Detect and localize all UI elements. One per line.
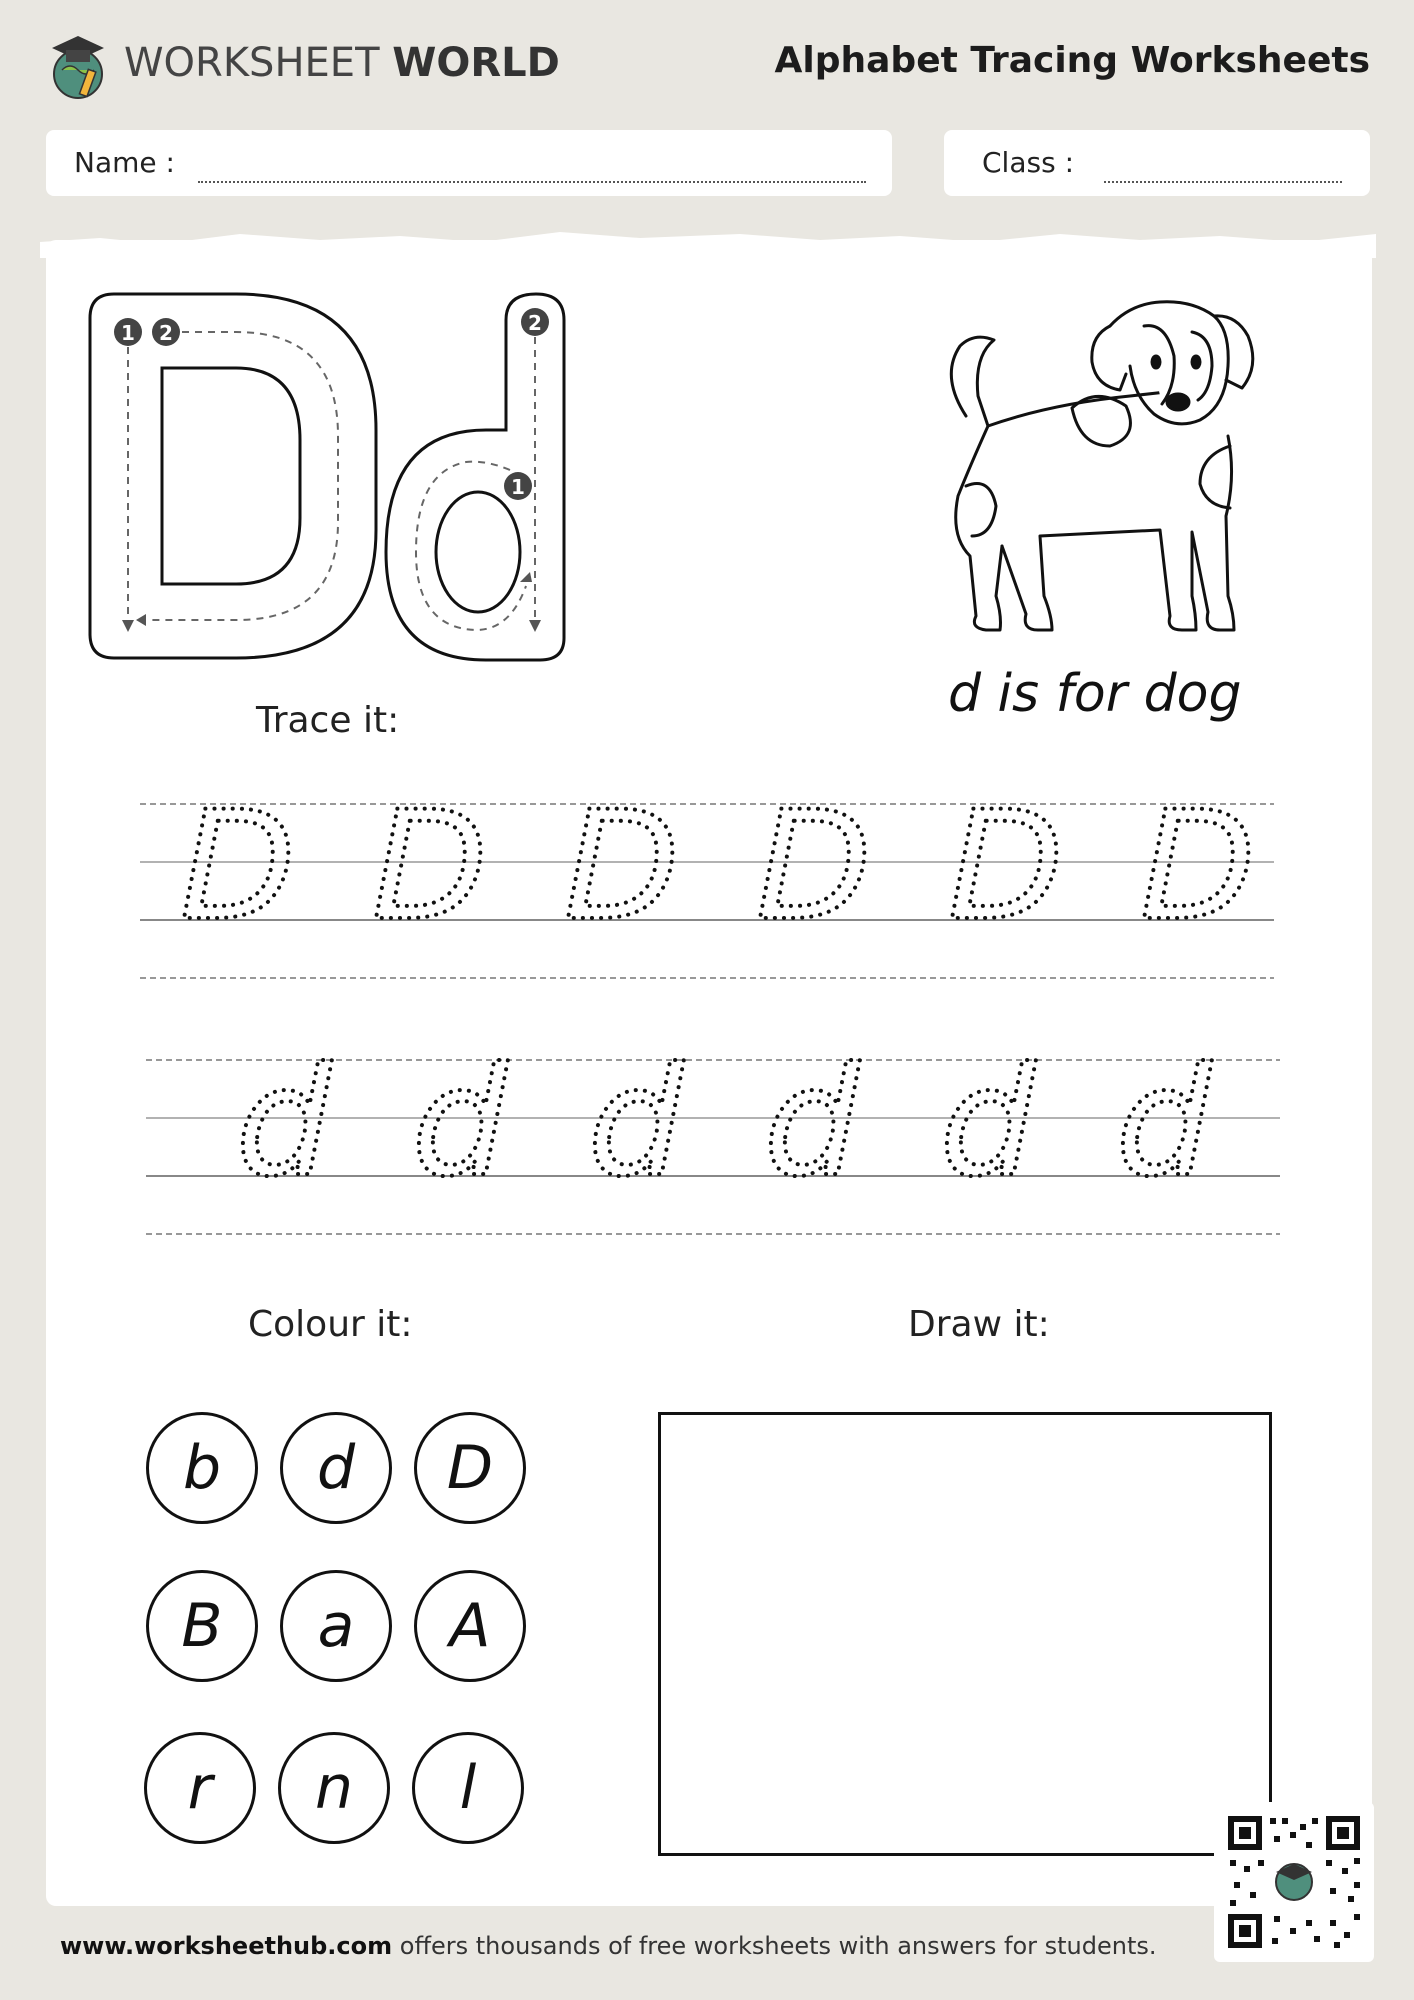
document-title: Alphabet Tracing Worksheets [774, 40, 1370, 81]
colour-circle[interactable]: d [280, 1412, 392, 1524]
tracing-rows [140, 790, 1280, 1250]
trace-upper-1: D [180, 790, 296, 954]
trace-lower-5: d [940, 1036, 1036, 1210]
qr-code-icon [1214, 1802, 1374, 1962]
name-line [198, 181, 866, 183]
trace-lower-2: d [412, 1036, 508, 1210]
colour-circle[interactable]: b [146, 1412, 258, 1524]
lower-d-counter [436, 492, 520, 612]
footer-text: offers thousands of free worksheets with answers for students. [392, 1932, 1157, 1960]
trace-lower-3: d [588, 1036, 684, 1210]
upper-trace-guides [140, 804, 1274, 978]
dog-icon [930, 296, 1300, 636]
worksheet-world-logo-icon [48, 30, 108, 102]
picture-caption: d is for dog [948, 664, 1242, 724]
class-field[interactable] [944, 130, 1370, 196]
class-label: Class : [982, 146, 1074, 179]
colour-circle[interactable]: A [414, 1570, 526, 1682]
class-line [1104, 181, 1342, 183]
trace-lower-4: d [764, 1036, 860, 1210]
colour-circle[interactable]: B [146, 1570, 258, 1682]
stroke-number-2: 2 [159, 321, 173, 345]
trace-label: Trace it: [256, 700, 400, 741]
drawing-area[interactable] [658, 1412, 1272, 1856]
footer-note [60, 1932, 1157, 1960]
footer-site-link[interactable]: www.worksheethub.com [60, 1932, 393, 1960]
colour-circle[interactable]: D [414, 1412, 526, 1524]
trace-upper-4: D [756, 790, 872, 954]
colour-circle[interactable]: a [280, 1570, 392, 1682]
trace-lower-6: d [1116, 1036, 1212, 1210]
stroke-number-2b: 2 [528, 311, 542, 335]
stroke-number-1: 1 [121, 321, 135, 345]
trace-lower-1: d [236, 1036, 332, 1210]
trace-upper-5: D [948, 790, 1064, 954]
brand-name [124, 40, 560, 86]
trace-upper-6: D [1140, 790, 1256, 954]
outlined-letter-dd [86, 290, 606, 670]
draw-label: Draw it: [908, 1304, 1050, 1345]
colour-circle[interactable]: l [412, 1732, 524, 1844]
colour-circle[interactable]: n [278, 1732, 390, 1844]
trace-upper-3: D [564, 790, 680, 954]
stroke-number-1b: 1 [511, 475, 525, 499]
colour-circle[interactable]: r [144, 1732, 256, 1844]
colour-label: Colour it: [248, 1304, 413, 1345]
name-label: Name : [74, 146, 175, 179]
brand-bold: WORLD [392, 40, 560, 86]
brand-light: WORKSHEET [124, 40, 380, 86]
name-field[interactable] [46, 130, 892, 196]
torn-edge-decoration [40, 224, 1376, 258]
trace-upper-2: D [372, 790, 488, 954]
upper-d-counter [162, 368, 300, 584]
